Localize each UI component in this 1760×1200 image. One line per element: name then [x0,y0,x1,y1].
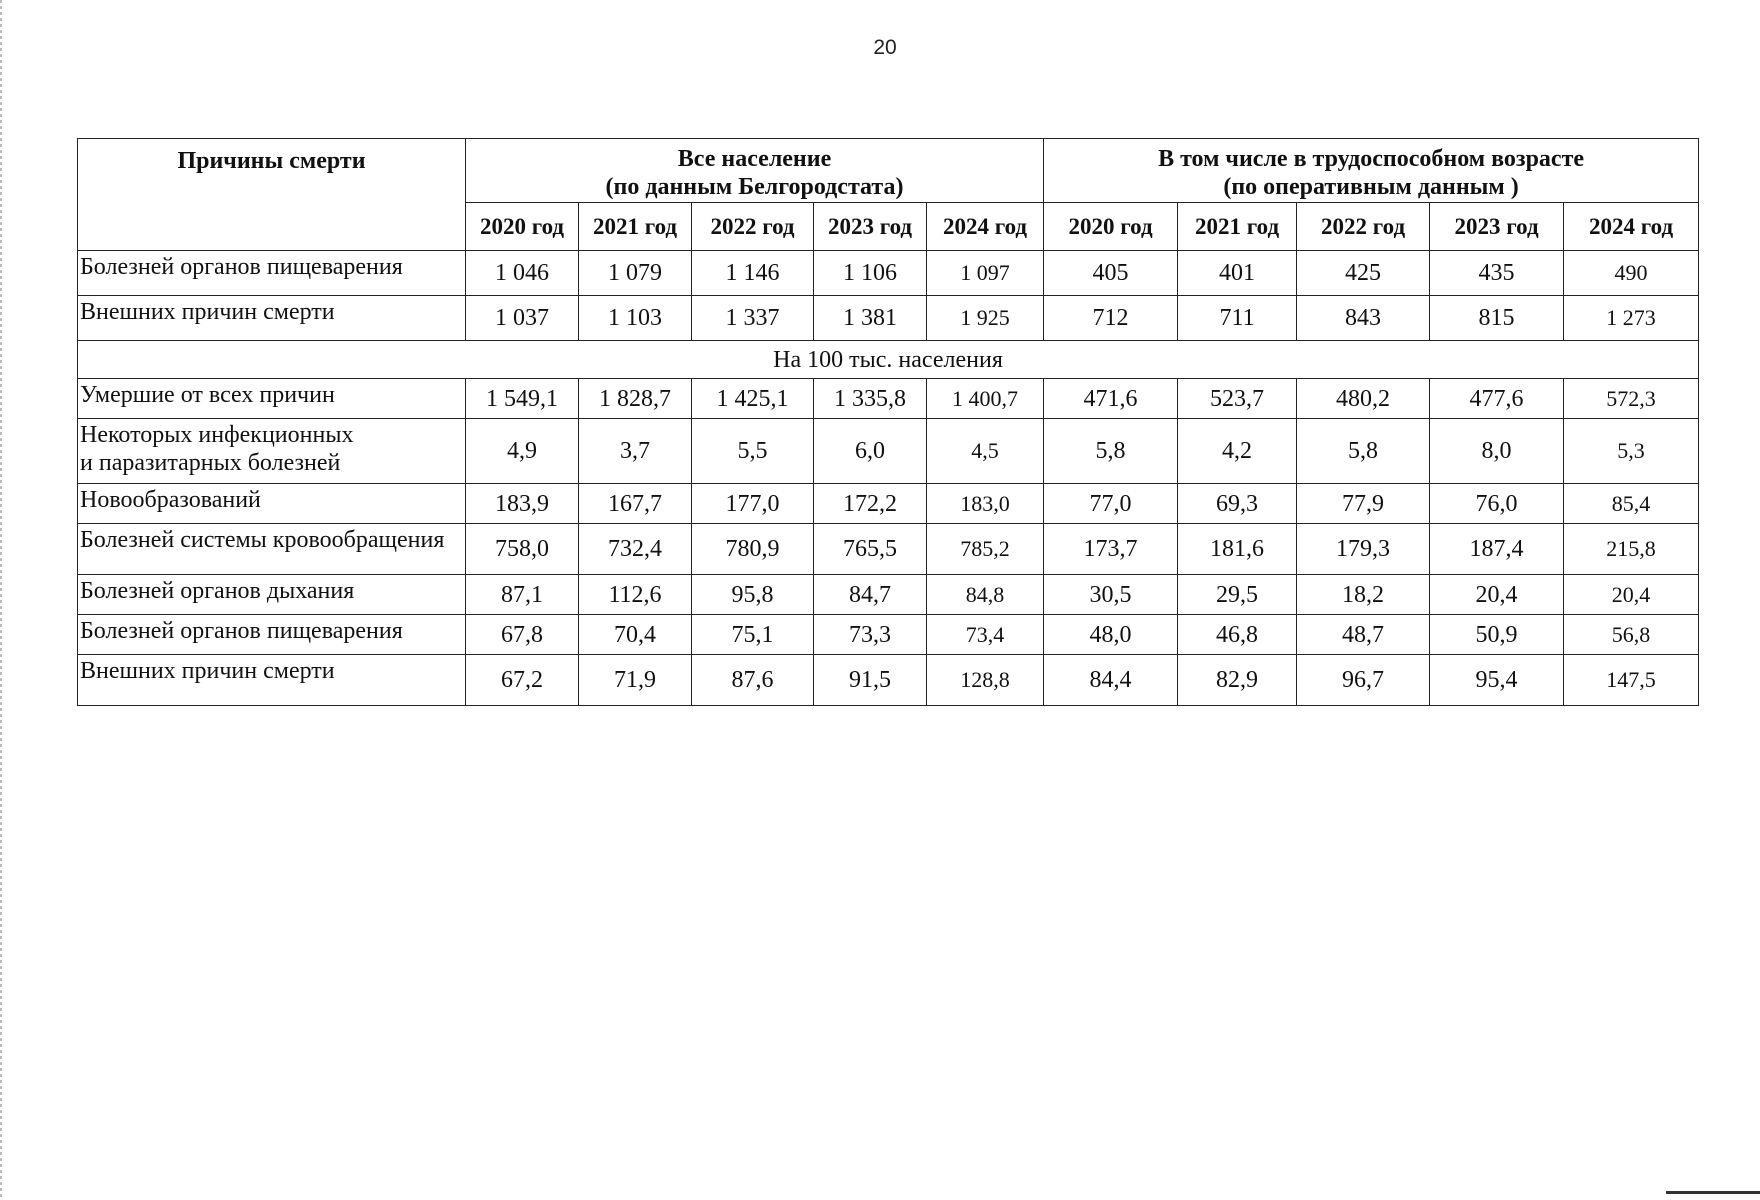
value-cell: 572,3 [1564,379,1699,419]
value-cell: 5,8 [1297,419,1430,484]
table-row [78,296,1699,341]
value-cell: 187,4 [1430,524,1564,575]
value-cell: 167,7 [579,484,692,524]
value-cell: 76,0 [1430,484,1564,524]
value-cell: 183,9 [466,484,579,524]
header-year-working-0: 2020 год [1044,203,1178,251]
table-row [78,484,1699,524]
value-cell: 20,4 [1564,575,1699,615]
scan-left-edge [0,0,2,1200]
value-cell: 87,1 [466,575,579,615]
section-label-per-100k: На 100 тыс. населения [78,341,1699,379]
cause-cell [78,296,466,341]
value-cell: 765,5 [814,524,927,575]
header-year-all-1: 2021 год [579,203,692,251]
cause-cell [78,484,466,524]
cause-cell [78,379,466,419]
value-cell: 1 381 [814,296,927,341]
cause-cell [78,251,466,296]
cause-cell [78,655,466,706]
value-cell: 75,1 [692,615,814,655]
value-cell: 3,7 [579,419,692,484]
mortality-table [77,138,1699,706]
value-cell: 1 103 [579,296,692,341]
value-cell: 480,2 [1297,379,1430,419]
table-row [78,655,1699,706]
value-cell: 471,6 [1044,379,1178,419]
value-cell: 1 079 [579,251,692,296]
value-cell: 401 [1178,251,1297,296]
table-row [78,379,1699,419]
value-cell: 1 925 [927,296,1044,341]
header-group-working-age [1044,139,1699,203]
value-cell: 1 337 [692,296,814,341]
header-row-groups [78,139,1699,203]
value-cell: 84,4 [1044,655,1178,706]
value-cell: 20,4 [1430,575,1564,615]
value-cell: 112,6 [579,575,692,615]
cause-label: Некоторых инфекционных [80,422,354,448]
cause-label: Болезней органов пищеварения [80,254,403,280]
value-cell: 77,9 [1297,484,1430,524]
value-cell: 405 [1044,251,1178,296]
value-cell: 843 [1297,296,1430,341]
value-cell: 1 828,7 [579,379,692,419]
value-cell: 1 146 [692,251,814,296]
header-year-all-0: 2020 год [466,203,579,251]
value-cell: 4,2 [1178,419,1297,484]
cause-label: Болезней системы кровообращения [80,527,445,553]
value-cell: 46,8 [1178,615,1297,655]
scan-bottom-mark [1666,1191,1760,1194]
value-cell: 477,6 [1430,379,1564,419]
value-cell: 73,4 [927,615,1044,655]
value-cell: 785,2 [927,524,1044,575]
value-cell: 48,0 [1044,615,1178,655]
header-group-working-line1: В том числе в трудоспособном возрасте [1158,145,1585,172]
value-cell: 1 273 [1564,296,1699,341]
value-cell: 128,8 [927,655,1044,706]
page-number: 20 [873,36,897,59]
value-cell: 91,5 [814,655,927,706]
value-cell: 1 400,7 [927,379,1044,419]
value-cell: 1 425,1 [692,379,814,419]
value-cell: 30,5 [1044,575,1178,615]
value-cell: 711 [1178,296,1297,341]
value-cell: 84,7 [814,575,927,615]
value-cell: 181,6 [1178,524,1297,575]
header-year-all-3: 2023 год [814,203,927,251]
value-cell: 1 335,8 [814,379,927,419]
value-cell: 77,0 [1044,484,1178,524]
header-group-all-line1: Все население [677,145,832,172]
cause-label: Внешних причин смерти [80,299,335,325]
cause-label: Внешних причин смерти [80,658,335,684]
value-cell: 5,3 [1564,419,1699,484]
section-row-per-100k [78,341,1699,379]
header-year-working-1: 2021 год [1178,203,1297,251]
value-cell: 82,9 [1178,655,1297,706]
header-year-working-4: 2024 год [1564,203,1699,251]
header-group-all-population [466,139,1044,203]
value-cell: 1 037 [466,296,579,341]
value-cell: 70,4 [579,615,692,655]
value-cell: 1 097 [927,251,1044,296]
value-cell: 523,7 [1178,379,1297,419]
table-row [78,251,1699,296]
header-year-working-2: 2022 год [1297,203,1430,251]
value-cell: 29,5 [1178,575,1297,615]
value-cell: 71,9 [579,655,692,706]
value-cell: 758,0 [466,524,579,575]
header-year-all-2: 2022 год [692,203,814,251]
value-cell: 815 [1430,296,1564,341]
value-cell: 67,2 [466,655,579,706]
value-cell: 147,5 [1564,655,1699,706]
value-cell: 85,4 [1564,484,1699,524]
value-cell: 172,2 [814,484,927,524]
value-cell: 173,7 [1044,524,1178,575]
value-cell: 780,9 [692,524,814,575]
value-cell: 8,0 [1430,419,1564,484]
cause-label: Новообразований [80,487,261,513]
header-group-working-line2: (по оперативным данным ) [1223,173,1519,200]
value-cell: 215,8 [1564,524,1699,575]
header-year-working-3: 2023 год [1430,203,1564,251]
value-cell: 5,5 [692,419,814,484]
value-cell: 177,0 [692,484,814,524]
value-cell: 435 [1430,251,1564,296]
value-cell: 5,8 [1044,419,1178,484]
value-cell: 6,0 [814,419,927,484]
value-cell: 87,6 [692,655,814,706]
cause-label: Умершие от всех причин [80,382,335,408]
cause-cell [78,419,466,484]
value-cell: 48,7 [1297,615,1430,655]
value-cell: 95,4 [1430,655,1564,706]
cause-cell [78,524,466,575]
table-row [78,575,1699,615]
value-cell: 4,5 [927,419,1044,484]
value-cell: 1 106 [814,251,927,296]
cause-cell [78,575,466,615]
value-cell: 732,4 [579,524,692,575]
value-cell: 95,8 [692,575,814,615]
value-cell: 490 [1564,251,1699,296]
value-cell: 4,9 [466,419,579,484]
cause-label: Болезней органов пищеварения [80,618,403,644]
value-cell: 50,9 [1430,615,1564,655]
value-cell: 1 549,1 [466,379,579,419]
table-row [78,419,1699,484]
value-cell: 69,3 [1178,484,1297,524]
value-cell: 18,2 [1297,575,1430,615]
value-cell: 1 046 [466,251,579,296]
header-group-all-line2: (по данным Белгородстата) [605,173,904,200]
value-cell: 73,3 [814,615,927,655]
cause-label: и паразитарных болезней [80,450,341,476]
value-cell: 96,7 [1297,655,1430,706]
value-cell: 712 [1044,296,1178,341]
table-row [78,524,1699,575]
cause-label: Болезней органов дыхания [80,578,355,604]
cause-cell [78,615,466,655]
value-cell: 425 [1297,251,1430,296]
value-cell: 84,8 [927,575,1044,615]
value-cell: 183,0 [927,484,1044,524]
table-row [78,615,1699,655]
value-cell: 67,8 [466,615,579,655]
header-cause: Причины смерти [78,139,466,251]
value-cell: 56,8 [1564,615,1699,655]
value-cell: 179,3 [1297,524,1430,575]
header-year-all-4: 2024 год [927,203,1044,251]
